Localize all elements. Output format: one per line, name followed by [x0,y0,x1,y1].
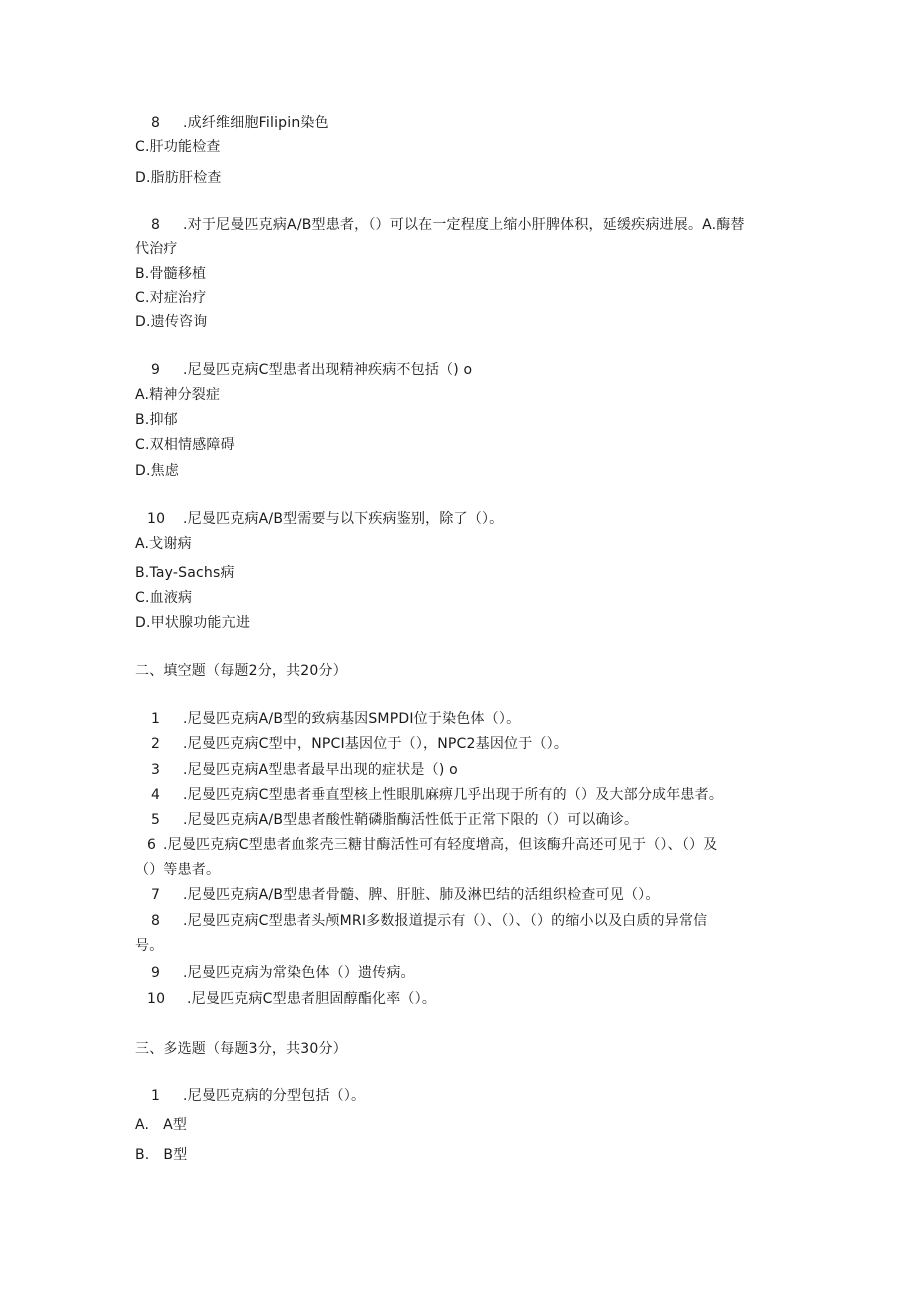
option-line: D.甲状腺功能亢进 [135,615,251,631]
option-line: D.遗传咨询 [135,314,208,330]
question-number: 10 [147,991,166,1007]
option-line: C.血液病 [135,590,193,606]
question-number: 3 [151,762,161,778]
question-line [135,114,329,132]
continuation-line: 号。 [135,938,164,954]
question-line [135,990,436,1008]
option-line: B.骨髓移植 [135,266,207,282]
question-number: 8 [151,913,161,929]
question-number: 7 [151,887,161,903]
option-line: B.抑郁 [135,412,178,428]
question-number: 1 [151,711,161,727]
question-text: .尼曼匹克病的分型包括（）。 [183,1088,366,1104]
question-line [135,811,638,829]
section-heading: 三、多选题（每题3分，共30分） [135,1041,347,1057]
option-line: A. A型 [135,1117,188,1133]
option-line: C.对症治疗 [135,290,207,306]
question-text: .尼曼匹克病C型中，NPCI基因位于（），NPC2基因位于（）。 [183,736,569,752]
question-line [135,786,723,804]
question-line [135,216,745,234]
question-line [135,886,660,904]
option-line: C.肝功能检查 [135,139,221,155]
question-number: 9 [151,965,161,981]
question-text: .尼曼匹克病A型患者最早出现的症状是（) o [183,762,458,778]
question-number: 4 [151,787,161,803]
option-line: A.精神分裂症 [135,387,221,403]
question-line [135,761,458,779]
question-line [135,735,568,753]
question-text: .尼曼匹克病A/B型需要与以下疾病鉴别，除了（）。 [183,511,504,527]
question-line [135,510,503,528]
question-line [135,1087,365,1105]
option-line: A.戈谢病 [135,536,192,552]
question-line [135,361,472,379]
option-line: B. B型 [135,1147,188,1163]
question-text: .尼曼匹克病C型患者垂直型核上性眼肌麻痹几乎出现于所有的（）及大部分成年患者。 [183,787,724,803]
question-text: .成纤维细胞Filipin染色 [183,115,329,131]
question-number: 8 [151,115,161,131]
option-line: D.脂肪肝检查 [135,170,222,186]
question-text: .尼曼匹克病C型患者血浆壳三糖甘酶活性可有轻度增高，但该酶升高还可见于（）、（）及 [163,837,718,853]
question-line [135,836,717,854]
question-text: .尼曼匹克病A/B型患者酸性鞘磷脂酶活性低于正常下限的（）可以确诊。 [183,812,639,828]
question-text: .尼曼匹克病C型患者头颅MRI多数报道提示有（）、（）、（）的缩小以及白质的异常信 [183,913,708,929]
question-number: 10 [147,511,166,527]
question-text: .尼曼匹克病A/B型患者骨髓、脾、肝脏、肺及淋巴结的活组织检查可见（）。 [183,887,660,903]
question-line [135,964,415,982]
question-number: 8 [151,217,161,233]
question-number: 5 [151,812,161,828]
question-text: .尼曼匹克病为常染色体（）遗传病。 [183,965,415,981]
question-number: 9 [151,362,161,378]
question-text: .尼曼匹克病A/B型的致病基因SMPDI位于染色体（）。 [183,711,521,727]
question-line [135,710,520,728]
question-text: .对于尼曼匹克病A/B型患者，（）可以在一定程度上缩小肝脾体积，延缓疾病进展。A.酶替 [183,217,745,233]
question-line [135,912,707,930]
continuation-line: （）等患者。 [135,862,221,878]
question-number: 2 [151,736,161,752]
section-heading: 二、填空题（每题2分，共20分） [135,663,347,679]
option-line: C.双相情感障碍 [135,437,235,453]
question-text: .尼曼匹克病C型患者出现精神疾病不包括（) o [183,362,473,378]
question-number: 1 [151,1088,161,1104]
continuation-line: 代治疗 [135,241,178,257]
question-text: .尼曼匹克病C型患者胆固醇酯化率（）。 [187,991,437,1007]
question-number: 6 [147,837,157,853]
option-line: D.焦虑 [135,463,180,479]
option-line: B.Tay-Sachs病 [135,565,235,581]
